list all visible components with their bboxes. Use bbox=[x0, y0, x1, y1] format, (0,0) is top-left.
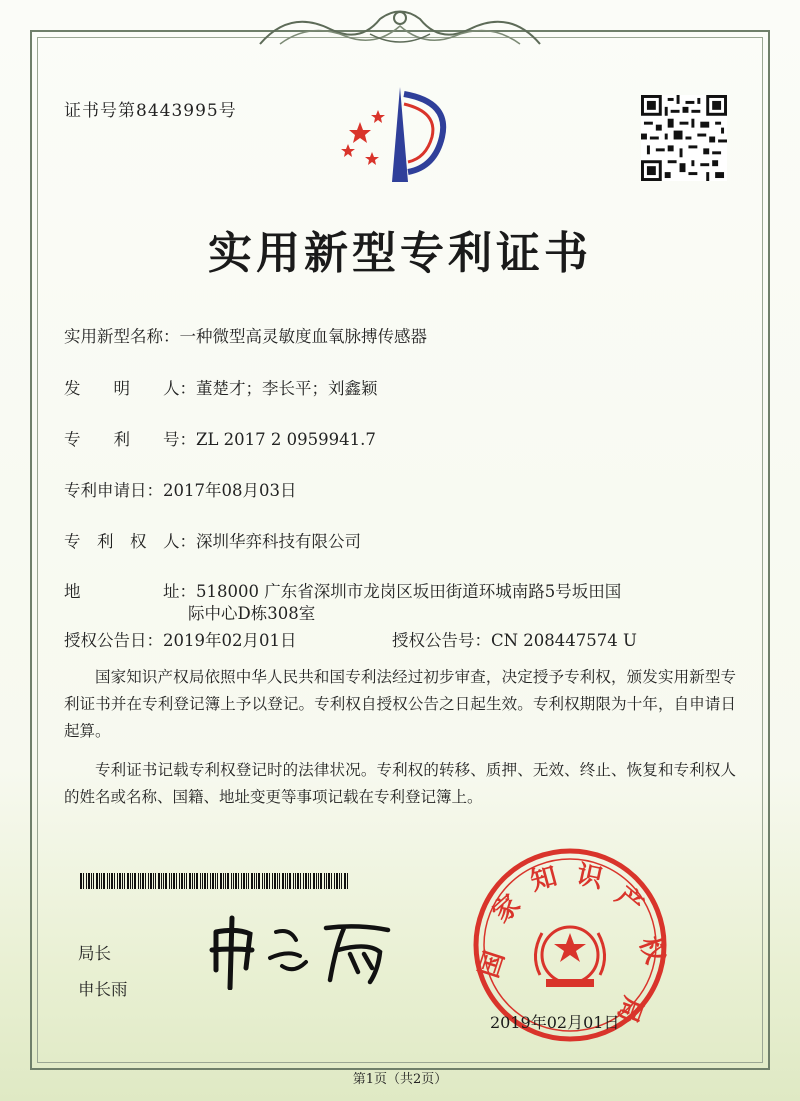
barcode-icon bbox=[80, 873, 350, 889]
apply-date-value: 2017年08月03日 bbox=[163, 481, 297, 500]
owner-label: 专 利 权 人： bbox=[64, 532, 196, 551]
svg-text:识: 识 bbox=[573, 859, 606, 895]
signatory-name: 申长雨 bbox=[78, 980, 128, 999]
body-text bbox=[64, 664, 736, 811]
patent-number-value: ZL 2017 2 0959941.7 bbox=[196, 430, 376, 449]
inventor-value: 董楚才；李长平；刘鑫颖 bbox=[196, 379, 378, 398]
apply-date-row bbox=[64, 477, 296, 501]
handwritten-signature bbox=[198, 910, 398, 990]
seal-date: 2019年02月01日 bbox=[490, 1013, 620, 1032]
svg-text:产: 产 bbox=[609, 881, 649, 921]
svg-text:家: 家 bbox=[486, 889, 527, 929]
svg-text:国: 国 bbox=[474, 947, 511, 982]
apply-date-label: 专利申请日： bbox=[64, 481, 163, 500]
name-label: 实用新型名称： bbox=[64, 327, 180, 346]
top-ornament-icon bbox=[250, 4, 550, 52]
address-line-2-row bbox=[188, 600, 315, 624]
grant-date-value: 2019年02月01日 bbox=[163, 631, 297, 650]
inventor-label: 发 明 人： bbox=[64, 379, 196, 398]
name-value: 一种微型高灵敏度血氧脉搏传感器 bbox=[179, 327, 427, 346]
grant-number-row bbox=[392, 627, 637, 651]
grant-date-label: 授权公告日： bbox=[64, 631, 163, 650]
svg-text:局: 局 bbox=[610, 992, 649, 1028]
grant-number-label: 授权公告号： bbox=[392, 631, 491, 650]
svg-text:知: 知 bbox=[527, 861, 561, 898]
inventor-row bbox=[64, 375, 378, 399]
signatory-title: 局长 bbox=[78, 944, 111, 963]
grant-date-row bbox=[64, 627, 296, 651]
grant-number-value: CN 208447574 U bbox=[491, 631, 637, 650]
certificate-number: 证书号第8443995号 bbox=[64, 101, 237, 121]
owner-value: 深圳华弈科技有限公司 bbox=[196, 532, 361, 551]
qr-code-icon bbox=[641, 95, 727, 181]
cnipa-logo-icon bbox=[330, 82, 460, 190]
paragraph-legal-status: 专利证书记载专利权登记时的法律状况。专利权的转移、质押、无效、终止、恢复和专利权人的姓名或名称、国籍、地址变更等事项记载在专利登记簿上。 bbox=[64, 761, 736, 806]
address-line-1: 518000 广东省深圳市龙岗区坂田街道环城南路5号坂田国 bbox=[196, 582, 622, 601]
patent-number-label: 专 利 号： bbox=[64, 430, 196, 449]
page-footer: 第1页（共2页） bbox=[352, 1072, 448, 1087]
address-label: 地 址： bbox=[64, 582, 196, 601]
page-title: 实用新型专利证书 bbox=[208, 228, 592, 279]
name-row bbox=[64, 323, 427, 347]
address-row bbox=[64, 578, 621, 602]
owner-row bbox=[64, 528, 361, 552]
patent-number-row bbox=[64, 426, 376, 450]
address-line-2: 际中心D栋308室 bbox=[188, 604, 316, 623]
svg-text:权: 权 bbox=[632, 932, 670, 968]
paragraph-grant: 国家知识产权局依照中华人民共和国专利法经过初步审查，决定授予专利权，颁发实用新型专利证书并在专利登记簿上予以登记。专利权自授权公告之日起生效。专利权期限为十年，自申请日起算。 bbox=[64, 668, 736, 740]
